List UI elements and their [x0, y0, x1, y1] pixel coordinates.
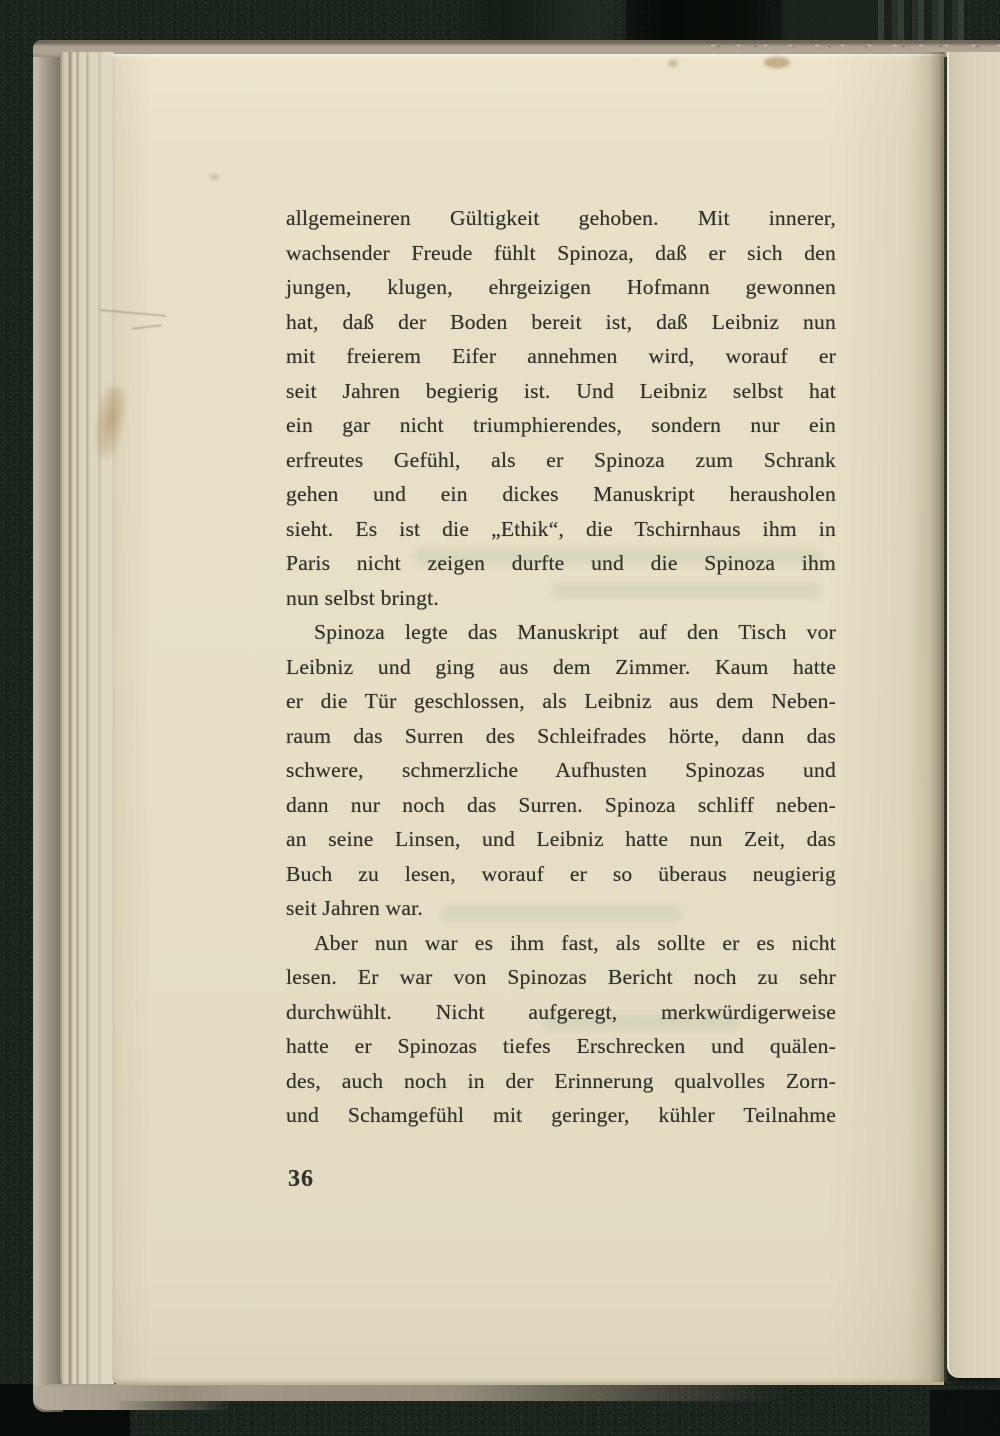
- gutter-shadow: [908, 52, 947, 1382]
- page-text: [286, 201, 836, 1133]
- text-line: des, auch noch in der Erinnerung qualvolles Zorn-: [286, 1068, 836, 1093]
- text-line: gehen und ein dickes Manuskript herausholen: [286, 482, 836, 506]
- text-line: nun selbst bringt.: [286, 585, 439, 610]
- text-line: sieht. Es ist die „Ethik“, die Tschirnhaus ihm in: [286, 516, 836, 541]
- text-line: und Schamgefühl mit geringer, kühler Teilnahme: [286, 1103, 836, 1127]
- text-line: raum das Surren des Schleifrades hörte, dann das: [286, 723, 836, 748]
- paper-spot: [210, 174, 219, 180]
- text-line: lesen. Er war von Spinozas Bericht noch zu sehr: [286, 965, 836, 989]
- text-line: hatte er Spinozas tiefes Erschrecken und quälen-: [286, 1034, 836, 1058]
- book-page: [112, 54, 944, 1385]
- text-line: erfreutes Gefühl, als er Spinoza zum Schrank: [286, 447, 836, 472]
- fanned-page-edges: [60, 52, 114, 1392]
- text-line: seit Jahren begierig ist. Und Leibniz selbst hat: [286, 378, 836, 403]
- text-line: ein gar nicht triumphierendes, sondern nur ein: [286, 413, 836, 437]
- text-line: mit freierem Eifer annehmen wird, worauf er: [286, 344, 836, 368]
- pencil-mark: [132, 324, 162, 330]
- text-line: wachsender Freude fühlt Spinoza, daß er sich den: [286, 240, 836, 265]
- text-line: jungen, klugen, ehrgeizigen Hofmann gewonnen: [286, 275, 836, 299]
- text-line: Paris nicht zeigen durfte und die Spinoza ihm: [286, 551, 836, 575]
- paper-spot: [668, 60, 678, 67]
- text-line: schwere, schmerzliche Aufhusten Spinozas und: [286, 758, 836, 782]
- text-line: seit Jahren war.: [286, 896, 423, 920]
- text-line: dann nur noch das Surren. Spinoza schliff neben-: [286, 792, 836, 817]
- paper-spot: [764, 57, 790, 68]
- text-line: allgemeineren Gültigkeit gehoben. Mit innerer,: [286, 206, 836, 230]
- adjacent-page-sliver: [947, 52, 1000, 1378]
- text-line: an seine Linsen, und Leibniz hatte nun Zeit, das: [286, 827, 836, 851]
- text-line: Aber nun war es ihm fast, als sollte er es nicht: [314, 930, 836, 955]
- background-shadow-corner: [930, 1390, 1000, 1436]
- book-cover-corner: [33, 1386, 233, 1410]
- text-line: hat, daß der Boden bereit ist, daß Leibniz nun: [286, 309, 836, 334]
- text-line: Leibniz und ging aus dem Zimmer. Kaum hatte: [286, 654, 836, 679]
- text-line: Spinoza legte das Manuskript auf den Tisch vor: [314, 620, 836, 644]
- text-line: durchwühlt. Nicht aufgeregt, merkwürdigerweise: [286, 999, 836, 1024]
- text-line: er die Tür geschlossen, als Leibniz aus dem Neben-: [286, 689, 836, 713]
- book-cover-edge: [33, 42, 63, 1412]
- text-line: Buch zu lesen, worauf er so überaus neugierig: [286, 861, 836, 886]
- page-number: 36: [288, 1166, 314, 1192]
